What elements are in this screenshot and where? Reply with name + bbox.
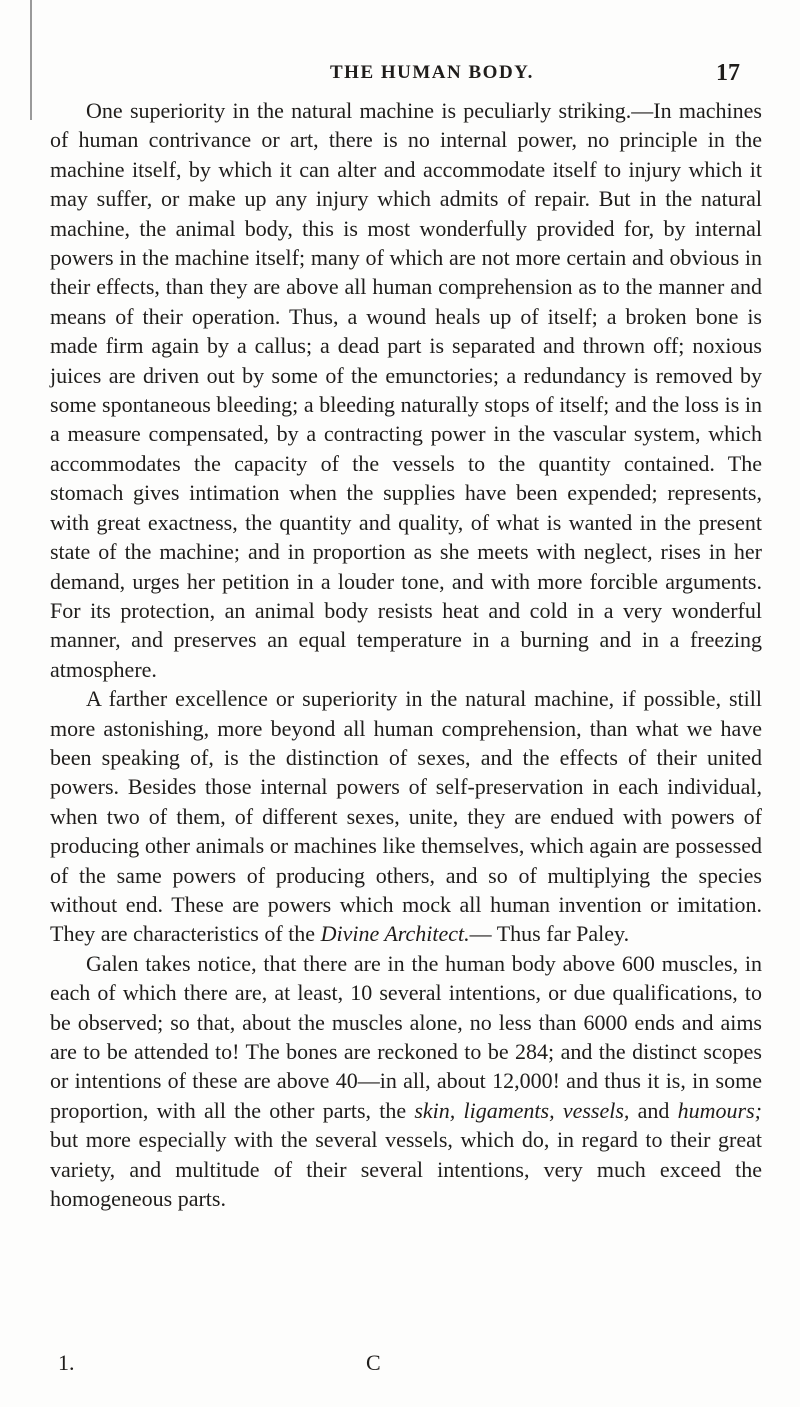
binding-edge-mark bbox=[20, 0, 32, 120]
paragraph-distinction-of-sexes bbox=[50, 684, 762, 949]
paragraph-natural-machine bbox=[50, 96, 762, 684]
italic-phrase: Divine Architect. bbox=[320, 921, 470, 947]
paragraph-text: One superiority in the natural machine is peculiarly striking.—In machines of human contrivance or art, there is no internal power, no principle in the machine itself, by which it can alter and accommodate itself to injury which it may suffer, or make up any injury which admits of repair. But in the natural machine, the animal body, this is most wonderfully provided for, by internal powers in the machine itself; many of which are not more certain and obvious in their effects, than they are above all human comprehension as to the manner and means of their operation. Thus, a wound heals up of itself; a broken bone is made firm again by a callus; a dead part is separated and thrown off; noxious juices are driven out by some of the emunctories; a redundancy is removed by some spontaneous bleeding; a bleeding naturally stops of itself; and the loss is in a measure compensated, by a contracting power in the vascular system, which accommodates the capacity of the vessels to the quantity contained. The stomach gives intimation when the supplies have been expended; represents, with great exactness, the quantity and quality, of what is wanted in the present state of the machine; and in proportion as she meets with neglect, rises in her demand, urges her petition in a louder tone, and with more forcible arguments. For its protection, an animal body resists heat and cold in a very wonderful manner, and preserves an equal temperature in a burning and in a freezing atmosphere. bbox=[50, 98, 762, 682]
body-text bbox=[50, 96, 762, 1213]
page-header bbox=[300, 60, 740, 90]
paragraph-text: and bbox=[629, 1097, 678, 1123]
paragraph-galen-muscles bbox=[50, 949, 762, 1214]
running-title: THE HUMAN BODY. bbox=[330, 62, 534, 83]
page-footer bbox=[50, 1350, 762, 1380]
paragraph-text: but more especially with the several vessels, which do, in regard to their great variety, and multitude of their several intentions, very much exceed the homogeneous parts. bbox=[50, 1127, 762, 1212]
paragraph-text: — Thus far Paley. bbox=[469, 921, 630, 947]
paragraph-text: Galen takes notice, that there are in the human body above 600 muscles, in each of which there are, at least, 10 several intentions, or due qualifications, to be observed; so that, about the muscles alone, no less than 6000 ends and aims are to be attended to! The bones are reckoned to be 284; and the distinct scopes or intentions of these are above 40—in all, about 12,000! and thus it is, in some proportion, with all the other parts, the bbox=[50, 950, 762, 1123]
volume-mark: 1. bbox=[58, 1350, 75, 1375]
paragraph-text: A farther excellence or superiority in the natural machine, if possible, still more astonishing, more beyond all human comprehension, than what we have been speaking of, is the distinction of sexes, and the effects of their united powers. Besides those internal powers of self-preservation in each individual, when two of them, of different sexes, unite, they are endued with powers of producing other animals or machines like themselves, which again are possessed of the same powers of producing others, and so of multiplying the species without end. These are powers which mock all human invention or imitation. They are characteristics of the bbox=[50, 686, 762, 947]
italic-phrase: skin, ligaments, vessels, bbox=[414, 1097, 630, 1123]
page-number: 17 bbox=[716, 60, 740, 86]
italic-phrase: humours; bbox=[677, 1097, 763, 1123]
signature-mark: C bbox=[366, 1350, 381, 1375]
